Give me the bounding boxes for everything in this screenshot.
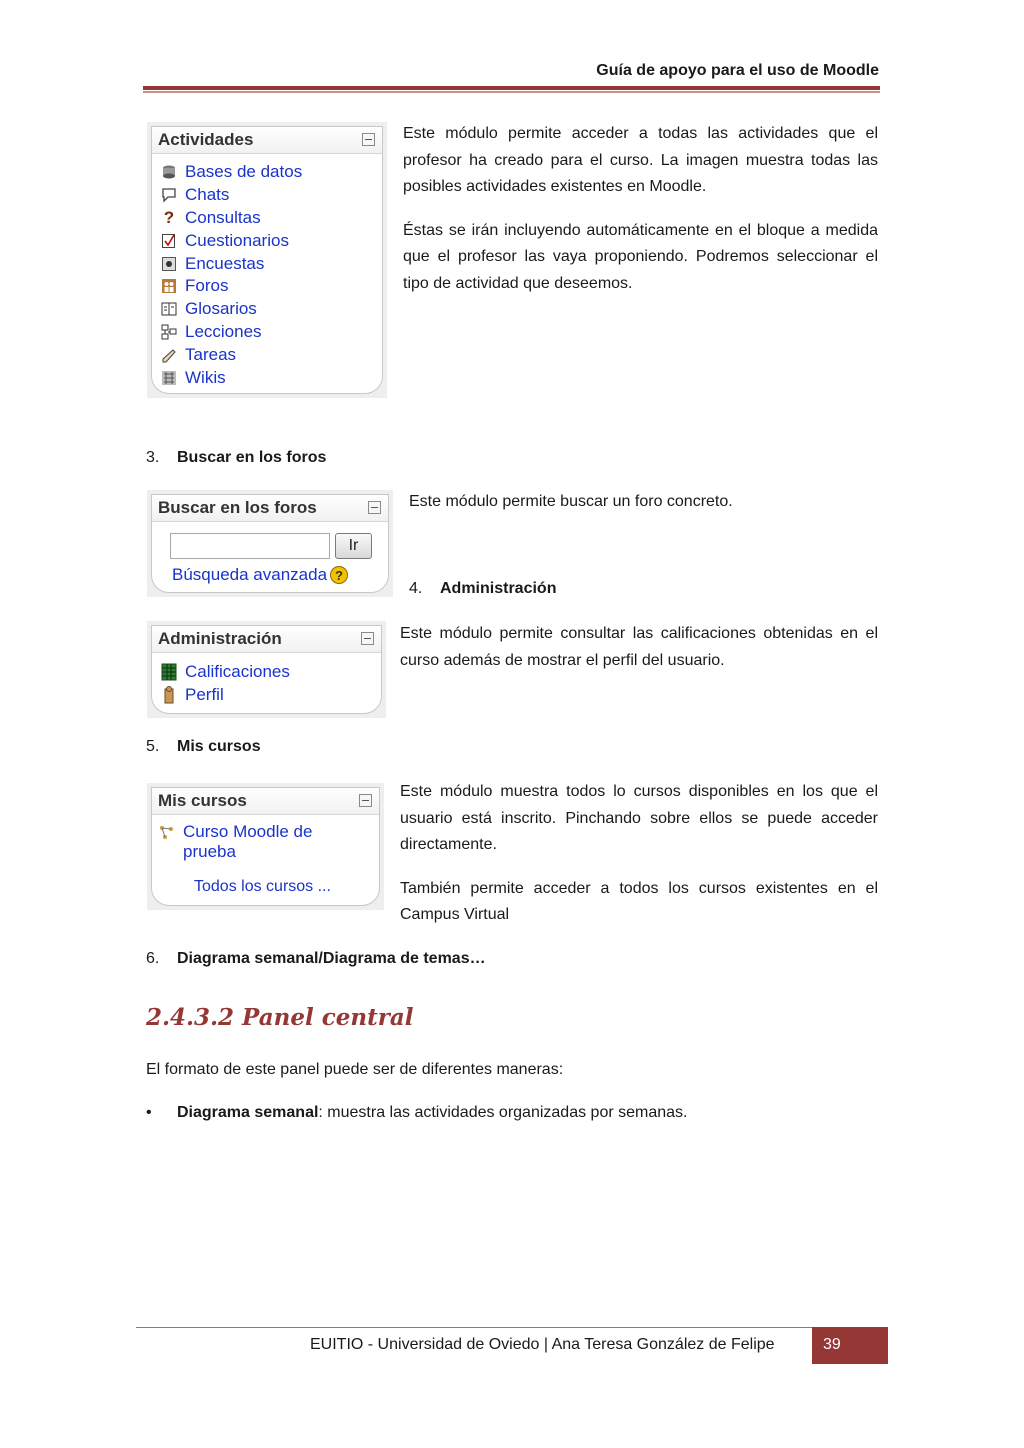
advanced-search-link[interactable]: Búsqueda avanzada ? xyxy=(172,565,348,585)
page-number-box xyxy=(812,1327,888,1364)
panel-intro: El formato de este panel puede ser de diferentes maneras: xyxy=(146,1061,564,1078)
section-4-description: Este módulo permite consultar las calificaciones obtenidas en el curso además de mostrar el perfil del usuario. xyxy=(400,625,878,669)
glossary-book-icon xyxy=(160,300,178,318)
paragraph: Este módulo permite acceder a todas las actividades que el profesor ha creado para el curso. La imagen muestra todas las posibles actividades existentes en Moodle. xyxy=(403,125,878,195)
actividades-block xyxy=(151,126,383,394)
section-5-title: 5. Mis cursos xyxy=(146,738,261,755)
footer-text: EUITIO - Universidad de Oviedo | Ana Teresa González de Felipe xyxy=(310,1336,775,1353)
buscar-block xyxy=(151,494,389,593)
activity-item-chats[interactable]: Chats xyxy=(160,184,302,207)
header-rule xyxy=(143,86,880,90)
survey-icon xyxy=(160,255,178,273)
activity-item-bases-de-datos[interactable]: Bases de datos xyxy=(160,161,302,184)
grades-icon xyxy=(160,663,178,681)
activity-item-lecciones[interactable]: Lecciones xyxy=(160,321,302,344)
activity-item-tareas[interactable]: Tareas xyxy=(160,343,302,366)
paragraph: Este módulo muestra todos lo cursos disponibles en los que el usuario está inscrito. Pinchando sobre ellos se puede acceder directamente. xyxy=(400,783,878,853)
chat-bubble-icon xyxy=(160,186,178,204)
section-5-description xyxy=(400,779,878,946)
question-mark-icon: ? xyxy=(163,207,175,227)
course-icon xyxy=(158,824,176,842)
administracion-block-image xyxy=(147,621,386,718)
actividades-block-image xyxy=(147,122,387,398)
running-header: Guía de apoyo para el uso de Moodle xyxy=(596,62,879,79)
activity-item-consultas[interactable]: ? Consultas xyxy=(160,207,302,230)
section-4-title: 4. Administración xyxy=(409,580,557,597)
bullet-item: • Diagrama semanal: muestra las actividades organizadas por semanas. xyxy=(146,1104,688,1121)
checklist-icon xyxy=(160,232,178,250)
section-3-title: 3. Buscar en los foros xyxy=(146,449,327,466)
assignment-icon xyxy=(160,346,178,364)
admin-list xyxy=(160,661,290,707)
section-heading: 2.4.3.2 Panel central xyxy=(146,1004,414,1031)
header-rule-thin xyxy=(143,91,880,93)
paragraph: También permite acceder a todos los cursos existentes en el Campus Virtual xyxy=(400,879,878,923)
lesson-tree-icon xyxy=(160,323,178,341)
bullet-icon: • xyxy=(146,1104,152,1121)
page-number: 39 xyxy=(823,1336,841,1353)
footer-rule xyxy=(136,1327,812,1328)
forum-search-input[interactable] xyxy=(170,533,330,559)
block-header xyxy=(152,626,381,653)
activity-item-wikis[interactable]: Wikis xyxy=(160,366,302,389)
block-title: Mis cursos xyxy=(158,791,247,810)
activity-item-encuestas[interactable]: Encuestas xyxy=(160,252,302,275)
block-title: Administración xyxy=(158,629,282,648)
profile-icon xyxy=(160,686,178,704)
activity-item-foros[interactable]: Foros xyxy=(160,275,302,298)
admin-item-perfil[interactable]: Perfil xyxy=(160,684,290,707)
block-title: Actividades xyxy=(158,130,254,149)
block-header xyxy=(152,788,379,815)
database-icon xyxy=(160,163,178,181)
section-6-title: 6. Diagrama semanal/Diagrama de temas… xyxy=(146,950,486,967)
buscar-block-image xyxy=(147,490,393,597)
forum-icon xyxy=(160,277,178,295)
go-button[interactable]: Ir xyxy=(335,533,372,559)
activity-item-cuestionarios[interactable]: Cuestionarios xyxy=(160,229,302,252)
activities-list xyxy=(160,161,302,389)
collapse-icon[interactable] xyxy=(361,632,374,645)
administracion-block xyxy=(151,625,382,714)
course-link[interactable]: Curso Moodle de prueba xyxy=(158,822,312,862)
mis-cursos-block-image xyxy=(147,783,384,910)
paragraph: Éstas se irán incluyendo automáticamente en el bloque a medida que el profesor las vaya proponiendo. Podremos seleccionar el tipo de actividad que deseemos. xyxy=(403,221,878,292)
mis-cursos-block xyxy=(151,787,380,906)
admin-item-calificaciones[interactable]: Calificaciones xyxy=(160,661,290,684)
block-title: Buscar en los foros xyxy=(158,498,317,517)
block-header xyxy=(152,495,388,522)
actividades-description xyxy=(403,121,878,314)
collapse-icon[interactable] xyxy=(359,794,372,807)
help-icon[interactable]: ? xyxy=(330,566,348,584)
wiki-icon xyxy=(160,369,178,387)
block-header xyxy=(152,127,382,154)
collapse-icon[interactable] xyxy=(368,501,381,514)
all-courses-link[interactable]: Todos los cursos ... xyxy=(194,878,331,895)
activity-item-glosarios[interactable]: Glosarios xyxy=(160,298,302,321)
section-3-description: Este módulo permite buscar un foro concreto. xyxy=(409,493,733,510)
collapse-icon[interactable] xyxy=(362,133,375,146)
